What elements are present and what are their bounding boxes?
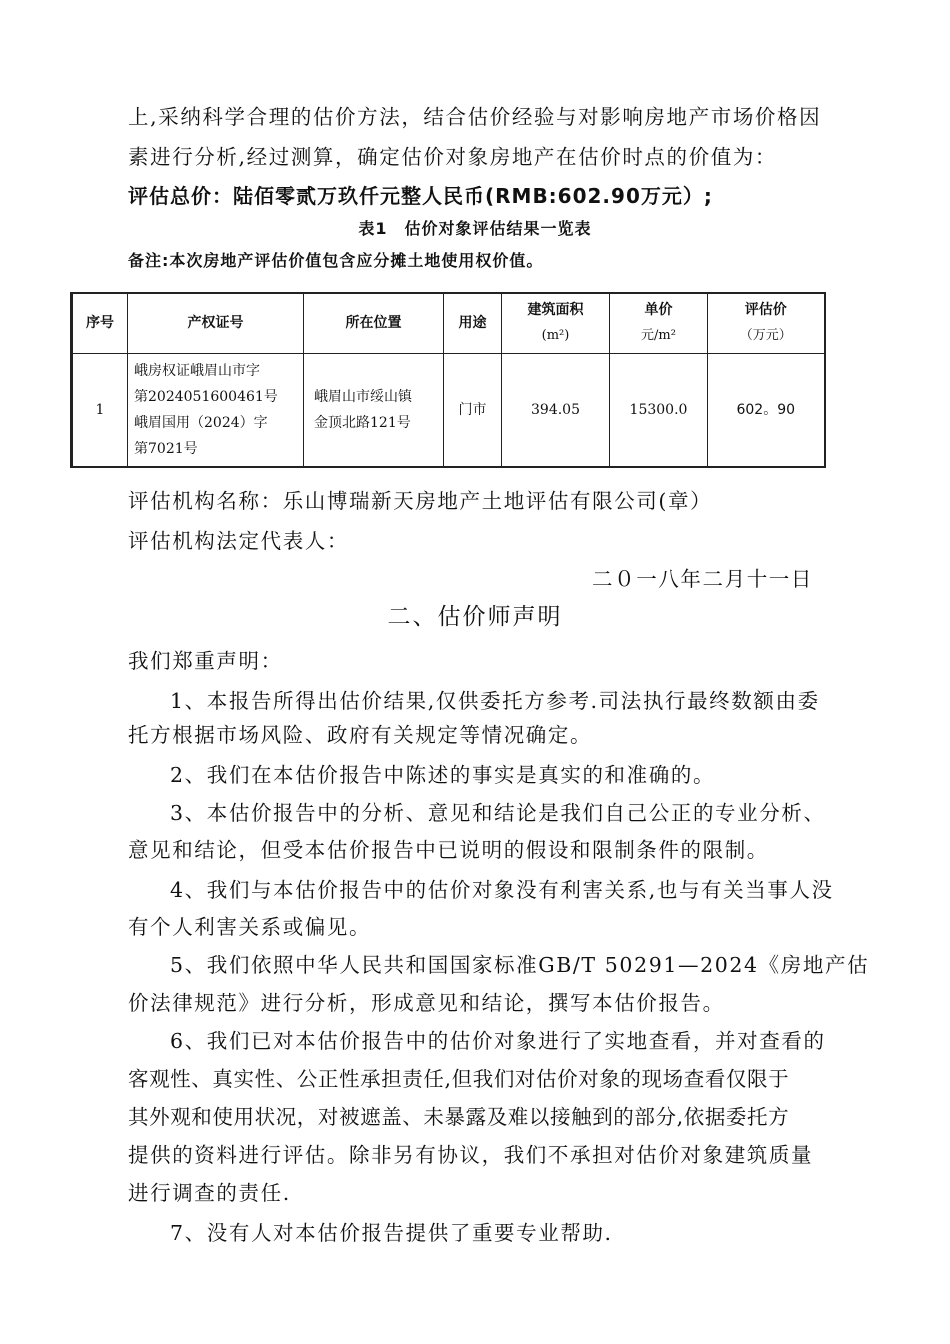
intro-line-1: 上,采纳科学合理的估价方法，结合估价经验与对影响房地产市场价格因 [128, 105, 822, 129]
cell-location [304, 353, 444, 467]
cell-use: 门市 [444, 353, 502, 467]
statement-2: 2、我们在本估价报告中陈述的事实是真实的和准确的。 [170, 763, 716, 787]
header-area [502, 293, 610, 353]
valuation-result-table [70, 292, 826, 468]
agency-name: 评估机构名称：乐山博瑞新天房地产土地评估有限公司(章） [128, 489, 713, 513]
table-note: 备注:本次房地产评估价值包含应分摊土地使用权价值。 [128, 251, 544, 270]
header-cert: 产权证号 [128, 293, 304, 353]
statement-3-line-2: 意见和结论，但受本估价报告中已说明的假设和限制条件的限制。 [128, 838, 769, 862]
statement-6-line-4: 提供的资料进行评估。除非另有协议，我们不承担对估价对象建筑质量 [128, 1143, 814, 1167]
agency-representative: 评估机构法定代表人： [128, 529, 349, 553]
cert-line-3: 峨眉国用（2024）字 [134, 414, 268, 431]
statement-4-line-1: 4、我们与本估价报告中的估价对象没有利害关系,也与有关当事人没 [170, 878, 834, 902]
statement-intro: 我们郑重声明： [128, 649, 283, 673]
cell-area: 394.05 [502, 353, 610, 467]
table-title: 表1 估价对象评估结果一览表 [358, 219, 592, 238]
header-value [708, 293, 825, 353]
statement-6-line-1: 6、我们已对本估价报告中的估价对象进行了实地查看，并对查看的 [170, 1029, 826, 1053]
statement-3-line-1: 3、本估价报告中的分析、意见和结论是我们自己公正的专业分析、 [170, 801, 826, 825]
statement-7: 7、没有人对本估价报告提供了重要专业帮助. [170, 1221, 613, 1245]
cell-index: 1 [72, 353, 128, 467]
header-price [610, 293, 708, 353]
statement-6-line-2: 客观性、真实性、公正性承担责任,但我们对估价对象的现场查看仅限于 [128, 1067, 790, 1091]
cell-price: 15300.0 [610, 353, 708, 467]
statement-1-line-1: 1、本报告所得出估价结果,仅供委托方参考.司法执行最终数额由委 [170, 689, 820, 713]
table-header-row [72, 293, 825, 353]
cell-cert [128, 353, 304, 467]
header-area-label: 建筑面积 [527, 302, 584, 319]
cert-line-1: 峨房权证峨眉山市字 [134, 362, 260, 379]
cell-value: 602。90 [708, 353, 825, 467]
header-use: 用途 [444, 293, 502, 353]
header-value-unit: （万元） [739, 328, 792, 344]
location-line-1: 峨眉山市绥山镇 [314, 388, 412, 405]
header-price-unit: 元/m² [641, 328, 676, 344]
statement-5-line-2: 价法律规范》进行分析，形成意见和结论，撰写本估价报告。 [128, 991, 725, 1015]
cert-line-4: 第7021号 [134, 440, 198, 457]
intro-line-2: 素进行分析,经过测算，确定估价对象房地产在估价时点的价值为： [128, 145, 778, 169]
header-price-label: 单价 [644, 302, 673, 319]
header-location: 所在位置 [304, 293, 444, 353]
total-value: 评估总价：陆佰零贰万玖仟元整人民币(RMB:602.90万元）; [128, 184, 713, 208]
section-title: 二、估价师声明 [387, 604, 563, 630]
statement-5-line-1: 5、我们依照中华人民共和国国家标准GB/T 50291—2024《房地产估 [170, 953, 870, 977]
header-index: 序号 [72, 293, 128, 353]
statement-4-line-2: 有个人利害关系或偏见。 [128, 915, 372, 939]
cert-line-2: 第2024051600461号 [134, 388, 278, 405]
statement-6-line-5: 进行调查的责任. [128, 1181, 291, 1205]
header-area-unit: (m²) [541, 328, 570, 344]
table-row [72, 353, 825, 467]
statement-6-line-3: 其外观和使用状况，对被遮盖、未暴露及难以接触到的部分,依据委托方 [128, 1105, 790, 1129]
header-value-label: 评估价 [744, 302, 787, 319]
report-date: 二０一八年二月十一日 [592, 567, 813, 591]
statement-1-line-2: 托方根据市场风险、政府有关规定等情况确定。 [128, 723, 593, 747]
location-line-2: 金顶北路121号 [314, 414, 411, 431]
